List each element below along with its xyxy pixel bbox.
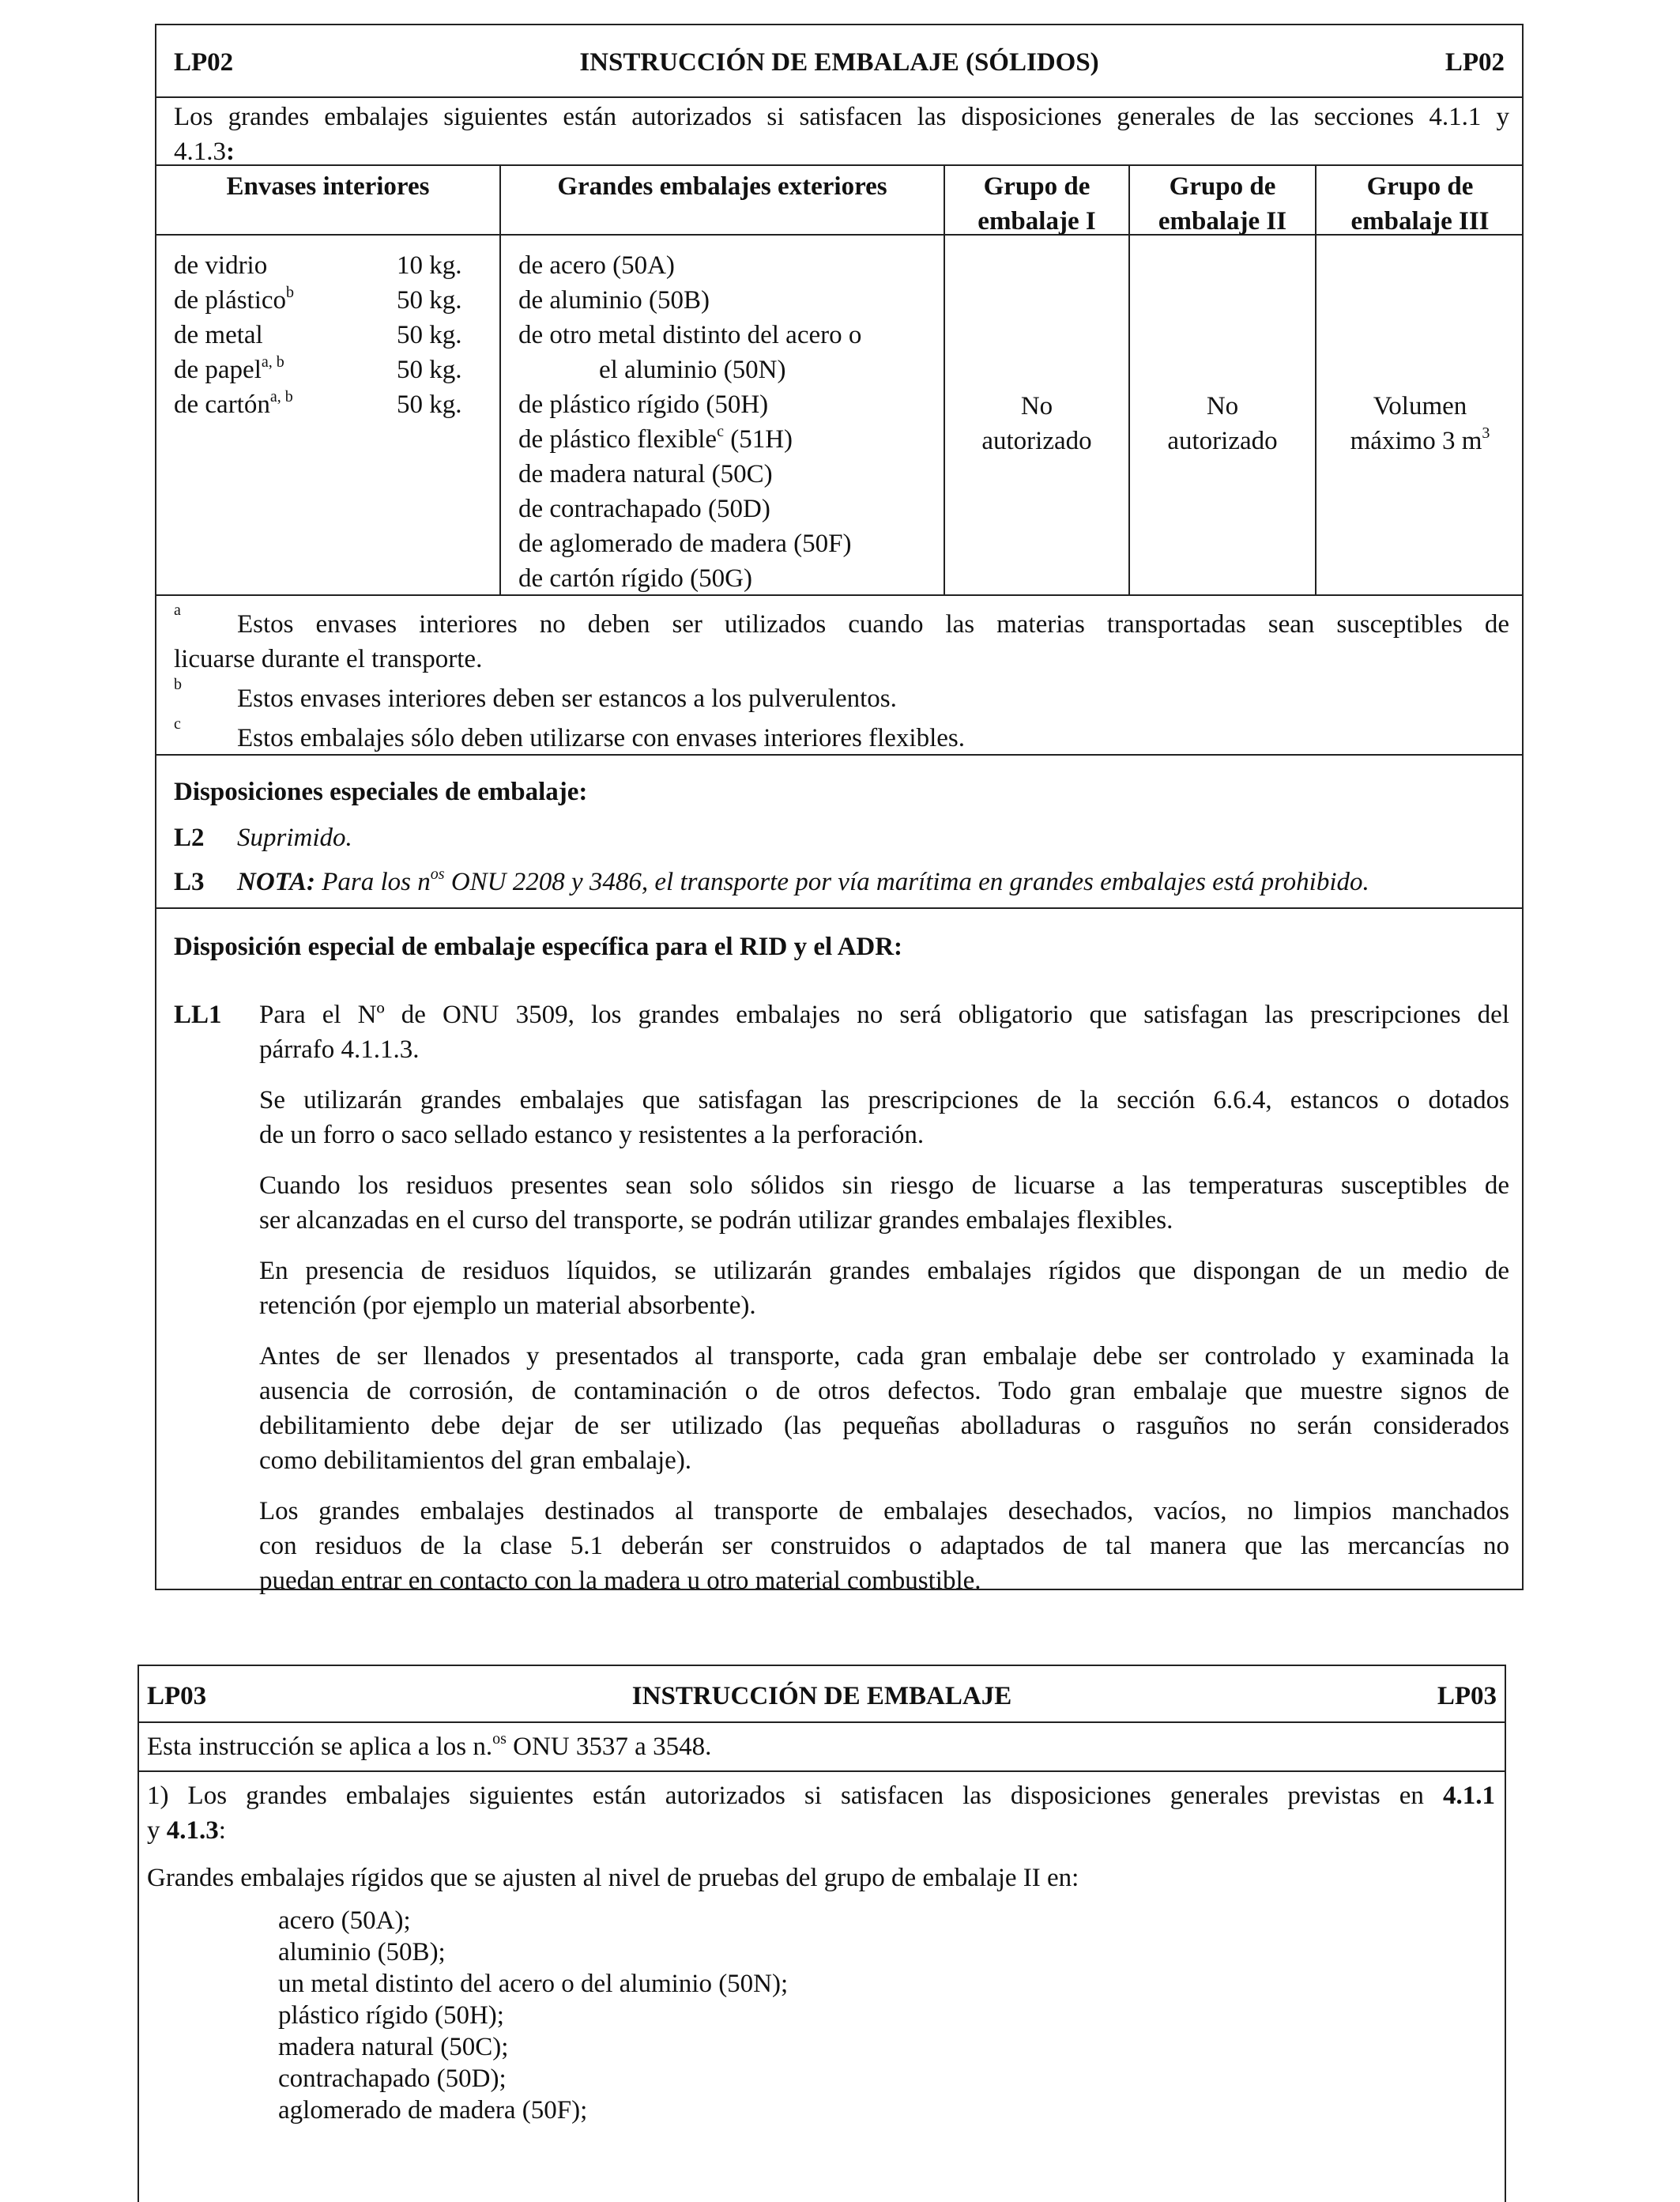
divider <box>156 96 1522 98</box>
list-item: el aluminio (50N) <box>599 356 786 384</box>
ll1-paragraph: Se utilizarán grandes embalajes que satisfagan las prescripciones de la sección 6.6.4, estancos o dotados de un forro o saco sellado estanco y resistentes a la perforación. <box>259 1086 1509 1149</box>
divider <box>156 907 1522 909</box>
lp02-code-left: LP02 <box>174 48 234 77</box>
footnote-c: c Estos embalajes sólo deben utilizarse con envases interiores flexibles. <box>174 715 965 752</box>
ll1-paragraph: En presencia de residuos líquidos, se utilizarán grandes embalajes rígidos que dispongan de un medio de retención (por ejemplo un material absorbente). <box>259 1257 1509 1320</box>
pg1-value: No autorizado <box>981 392 1092 455</box>
divider <box>139 1721 1505 1723</box>
lp02-code-right: LP02 <box>1445 48 1505 77</box>
list-item: un metal distinto del acero o del aluminio (50N); <box>278 1970 789 1998</box>
list-item: de plástico flexible$^c$ (51H) <box>518 423 793 454</box>
divider <box>499 164 501 594</box>
list-item: de cartón$^{a, b}$ 50 kg. <box>174 388 462 419</box>
lp02-intro-line2: 4.1.3: <box>174 138 235 166</box>
ll1-paragraph: Los grandes embalajes destinados al transporte de embalajes desechados, vacíos, no limpios manchados con residuos de la clase 5.1 deberán ser construidos o adaptados de tal manera que las mercancías no puedan entrar en contacto con la madera u otro material combustible. <box>259 1497 1509 1595</box>
list-item: de acero (50A) <box>518 251 675 280</box>
col-header-pg1: Grupo de embalaje I <box>977 172 1096 236</box>
special-provisions-heading: Disposiciones especiales de embalaje: <box>174 778 588 806</box>
list-item: de plástico$^b$ 50 kg. <box>174 284 462 315</box>
lp03-item1: 1) Los grandes embalajes siguientes están autorizados si satisfacen las disposiciones generales previstas en 4.1.1 y 4.1.3: <box>147 1782 1495 1845</box>
provision-l3: L3 NOTA: Para los $n^{os}$ ONU 2208 y 3486, el transporte por vía marítima en grandes embalajes está prohibido. <box>174 865 1369 896</box>
lp03-code-right: LP03 <box>1437 1682 1497 1710</box>
provision-ll1-code: LL1 <box>174 1001 222 1029</box>
col-header-outer: Grandes embalajes exteriores <box>557 172 887 201</box>
pg3-value: Volumen máximo 3 $m^3$ <box>1350 392 1490 455</box>
list-item: de papel$^{a, b}$ 50 kg. <box>174 353 462 384</box>
list-item: plástico rígido (50H); <box>278 2001 504 2030</box>
footnote-b: b Estos envases interiores deben ser estancos a los pulverulentos. <box>174 676 897 713</box>
footnote-a: a Estos envases interiores no deben ser utilizados cuando las materias transportadas sean susceptibles de licuarse durante el transporte. <box>174 601 1509 673</box>
lp02-instruction-table <box>155 24 1524 1595</box>
lp02-title: INSTRUCCIÓN DE EMBALAJE (SÓLIDOS) <box>579 48 1099 77</box>
list-item: aluminio (50B); <box>278 1938 446 1966</box>
ll1-paragraph: Para el Nº de ONU 3509, los grandes embalajes no será obligatorio que satisfagan las prescripciones del párrafo 4.1.1.3. <box>259 1001 1509 1064</box>
list-item: aglomerado de madera (50F); <box>278 2096 588 2125</box>
list-item: de metal 50 kg. <box>174 321 462 349</box>
provision-l2: L2 Suprimido. <box>174 824 352 852</box>
list-item: de vidrio 10 kg. <box>174 251 462 280</box>
lp03-instruction-table <box>137 1665 1506 2202</box>
col-header-pg2: Grupo de embalaje II <box>1158 172 1287 236</box>
list-item: de otro metal distinto del acero o <box>518 321 862 349</box>
list-item: madera natural (50C); <box>278 2033 509 2061</box>
inner-packagings-list <box>174 248 490 422</box>
list-item: de madera natural (50C) <box>518 460 773 488</box>
list-item: de plástico rígido (50H) <box>518 390 769 419</box>
ll1-paragraphs <box>259 997 1509 1598</box>
outer-packagings-list <box>518 248 861 596</box>
lp03-applies: Esta instrucción se aplica a los n.$^{os}$ ONU 3537 a 3548. <box>147 1730 712 1761</box>
divider <box>156 164 1522 166</box>
list-item: acero (50A); <box>278 1906 411 1935</box>
list-item: de contrachapado (50D) <box>518 495 770 523</box>
list-item: de cartón rígido (50G) <box>518 564 752 593</box>
list-item: de aluminio (50B) <box>518 286 710 315</box>
divider <box>156 754 1522 756</box>
list-item: contrachapado (50D); <box>278 2064 507 2093</box>
pg2-value: No autorizado <box>1167 392 1278 455</box>
ll1-paragraph: Antes de ser llenados y presentados al transporte, cada gran embalaje debe ser controlado y examinada la ausencia de corrosión, de contaminación o de otros defectos. Todo gran embalaje que muestre signos de debilitamiento debe dejar de ser utilizado (las pequeñas abolladuras o rasguños no serán considerados como debilitamientos del gran embalaje). <box>259 1342 1509 1475</box>
list-item: de aglomerado de madera (50F) <box>518 530 852 558</box>
rid-adr-heading: Disposición especial de embalaje específica para el RID y el ADR: <box>174 933 903 961</box>
lp03-rigid-intro: Grandes embalajes rígidos que se ajusten al nivel de pruebas del grupo de embalaje II en: <box>147 1864 1079 1892</box>
col-header-inner: Envases interiores <box>226 172 430 201</box>
lp02-intro-line1: Los grandes embalajes siguientes están autorizados si satisfacen las disposiciones generales de las secciones 4.1.1 y <box>174 103 1509 131</box>
lp03-title: INSTRUCCIÓN DE EMBALAJE <box>631 1682 1012 1710</box>
col-header-pg3: Grupo de embalaje III <box>1350 172 1490 236</box>
ll1-paragraph: Cuando los residuos presentes sean solo sólidos sin riesgo de licuarse a las temperaturas susceptibles de ser alcanzadas en el curso del transporte, se podrán utilizar grandes embalajes flexibles. <box>259 1171 1509 1235</box>
lp03-materials-list <box>278 1905 788 2126</box>
divider <box>139 1770 1505 1772</box>
lp03-code-left: LP03 <box>147 1682 207 1710</box>
footnotes <box>174 601 1509 756</box>
